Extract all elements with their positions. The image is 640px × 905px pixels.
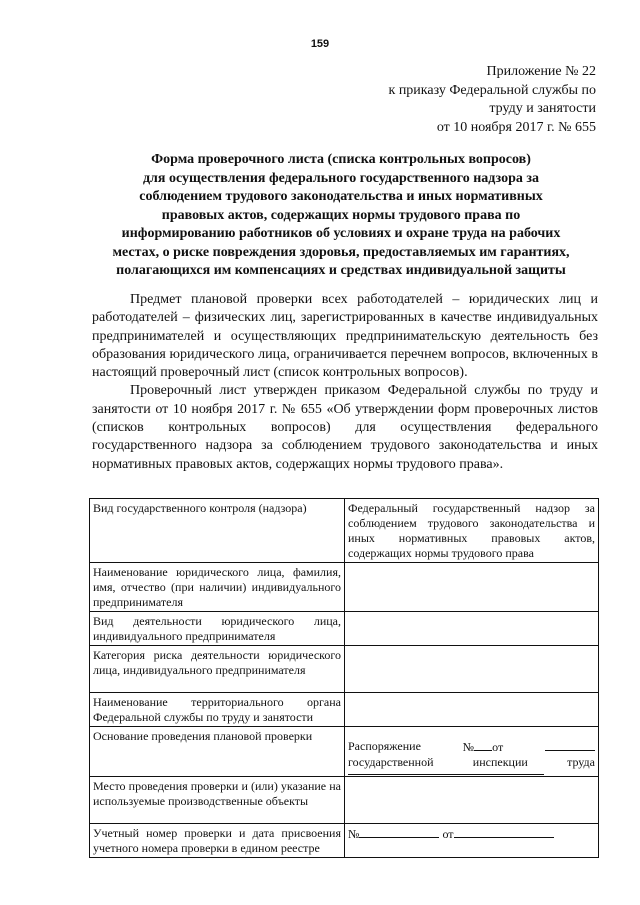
title-line: правовых актов, содержащих нормы трудового права по — [161, 207, 521, 223]
intro-paragraph: Предмет плановой проверки всех работодателей – юридических лиц и работодателей – физических лиц, зарегистрированных в качестве индивидуальных предпринимателей и осуществляющих предпринимательскую деятельность без образования юридического лица, ограничивается перечнем вопросов, включенных в настоящий проверочный лист (список контрольных вопросов). — [92, 292, 598, 381]
title-line: информированию работников об условиях и охране труда на рабочих — [121, 226, 561, 241]
basis-underline — [348, 770, 544, 775]
title-line: соблюдением трудового законодательства и иных нормативных — [139, 189, 543, 204]
basis-line — [348, 755, 595, 770]
row-label: Вид деятельности юридического лица, индивидуального предпринимателя — [90, 612, 345, 646]
row-value-field[interactable] — [345, 646, 599, 693]
title-line: для осуществления федерального государственного надзора за — [142, 170, 540, 186]
basis-word: труда — [567, 755, 595, 769]
title-line: местах, о риске повреждения здоровья, предоставляемых им гарантиях, — [112, 244, 570, 260]
appendix-line: труду и занятости — [489, 101, 596, 116]
row-label: Основание проведения плановой проверки — [90, 727, 345, 777]
basis-word: государственной — [348, 755, 434, 769]
appendix-line: Приложение № 22 — [486, 64, 596, 79]
table-row — [90, 777, 599, 824]
basis-word: инспекции — [472, 755, 528, 769]
row-label: Наименование юридического лица, фамилия, имя, отчество (при наличии) индивидуального предпринимателя — [90, 563, 345, 612]
basis-line — [348, 729, 595, 755]
form-title — [86, 151, 596, 281]
row-value-field[interactable] — [345, 693, 599, 727]
row-value-field[interactable] — [345, 612, 599, 646]
basis-word: Распоряжение — [348, 739, 421, 753]
table-row — [90, 646, 599, 693]
intro-paragraph: Проверочный лист утвержден приказом Федеральной службы по труду и занятости от 10 ноября 2017 г. № 655 «Об утверждении форм проверочных листов (списков контрольных вопросов) для осуществления федерального государственного надзора за соблюдением трудового законодательства и иных нормативных правовых актов, содержащих нормы трудового права». — [92, 383, 598, 472]
appendix-line: от 10 ноября 2017 г. № 655 — [436, 119, 596, 135]
table-row — [90, 824, 599, 858]
row-label: Категория риска деятельности юридического лица, индивидуального предпринимателя — [90, 646, 345, 693]
intro-text — [92, 291, 598, 474]
record-from-word: от — [442, 827, 454, 841]
row-value-field[interactable] — [345, 563, 599, 612]
row-label: Место проведения проверки и (или) указание на используемые производственные объекты — [90, 777, 345, 824]
record-number-sign: № — [348, 827, 360, 841]
appendix-line: к приказу Федеральной службы по — [388, 82, 596, 98]
row-label: Наименование территориального органа Федеральной службы по труду и занятости — [90, 693, 345, 727]
row-value: Федеральный государственный надзор за соблюдением трудового законодательства и иных нормативных правовых актов, содержащих нормы трудового права — [345, 499, 599, 563]
basis-number-field[interactable]: № от — [462, 740, 504, 754]
checklist-table — [89, 498, 599, 858]
table-row — [90, 727, 599, 777]
appendix-block — [389, 63, 596, 137]
page-number: 159 — [310, 38, 330, 50]
record-number-field[interactable] — [359, 826, 439, 838]
title-line: полагающихся им компенсациях и средствах индивидуальной защиты — [116, 263, 566, 278]
row-label: Вид государственного контроля (надзора) — [90, 499, 345, 563]
title-line: Форма проверочного листа (списка контрольных вопросов) — [151, 152, 531, 167]
record-date-field[interactable] — [454, 826, 554, 838]
table-row — [90, 693, 599, 727]
table-row — [90, 612, 599, 646]
basis-value — [345, 727, 599, 777]
row-value-field[interactable] — [345, 777, 599, 824]
table-row — [90, 563, 599, 612]
row-label: Учетный номер проверки и дата присвоения учетного номера проверки в едином реестре — [90, 824, 345, 858]
basis-date-field[interactable] — [545, 739, 595, 751]
record-value — [345, 824, 599, 858]
table-row — [90, 499, 599, 563]
